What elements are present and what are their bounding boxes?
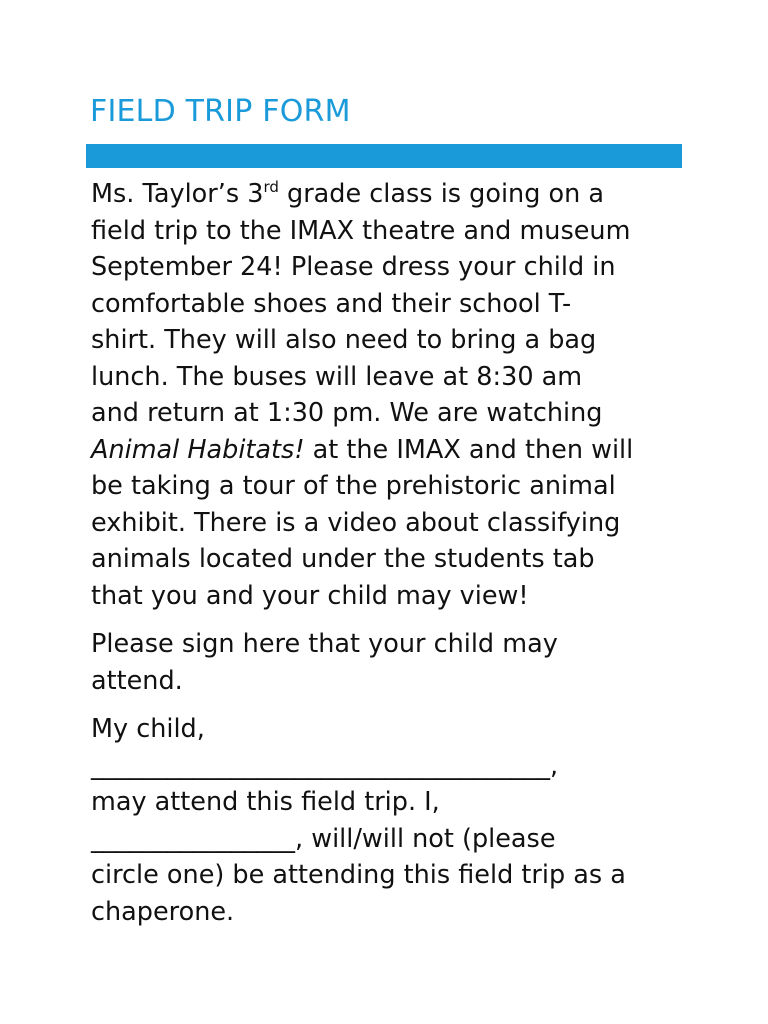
trip-description-paragraph: [91, 176, 691, 614]
text-line: chaperone.: [91, 896, 235, 927]
text-line: and return at 1:30 pm. We are watching: [91, 398, 603, 428]
text-line: circle one) be attending this field trip as a: [91, 860, 626, 890]
text-line: shirt. They will also need to bring a bag: [91, 325, 597, 355]
text-line: attend.: [91, 665, 183, 696]
text-line: animals located under the students tab: [91, 544, 595, 574]
text-line: lunch. The buses will leave at 8:30 am: [91, 361, 583, 392]
text-line: field trip to the IMAX theatre and museum: [91, 215, 631, 246]
text-line: exhibit. There is a video about classifying: [91, 507, 621, 538]
permission-paragraph: [91, 711, 691, 930]
text-line: that you and your child may view!: [91, 580, 529, 611]
text-line: may attend this field trip. I,: [91, 787, 440, 817]
form-body: [91, 176, 691, 942]
child-name-blank: ____________________________________,: [91, 750, 559, 781]
sign-instruction-paragraph: [91, 626, 691, 699]
text-line: Animal Habitats! at the IMAX and then will: [91, 434, 634, 465]
title-accent-bar: [86, 144, 682, 168]
text-line: Ms. Taylor’s 3rd grade class is going on a: [91, 178, 604, 209]
form-title: FIELD TRIP FORM: [90, 94, 351, 129]
text-line: be taking a tour of the prehistoric animal: [91, 471, 616, 501]
parent-name-blank-line: ________________, will/will not (please: [91, 823, 556, 854]
text-line: Please sign here that your child may: [91, 629, 558, 659]
movie-title: Animal Habitats!: [91, 434, 305, 465]
text-line: September 24! Please dress your child in: [91, 252, 616, 282]
ordinal-suffix: rd: [263, 178, 279, 196]
text-line: My child,: [91, 714, 205, 744]
text-line: comfortable shoes and their school T-: [91, 288, 572, 319]
